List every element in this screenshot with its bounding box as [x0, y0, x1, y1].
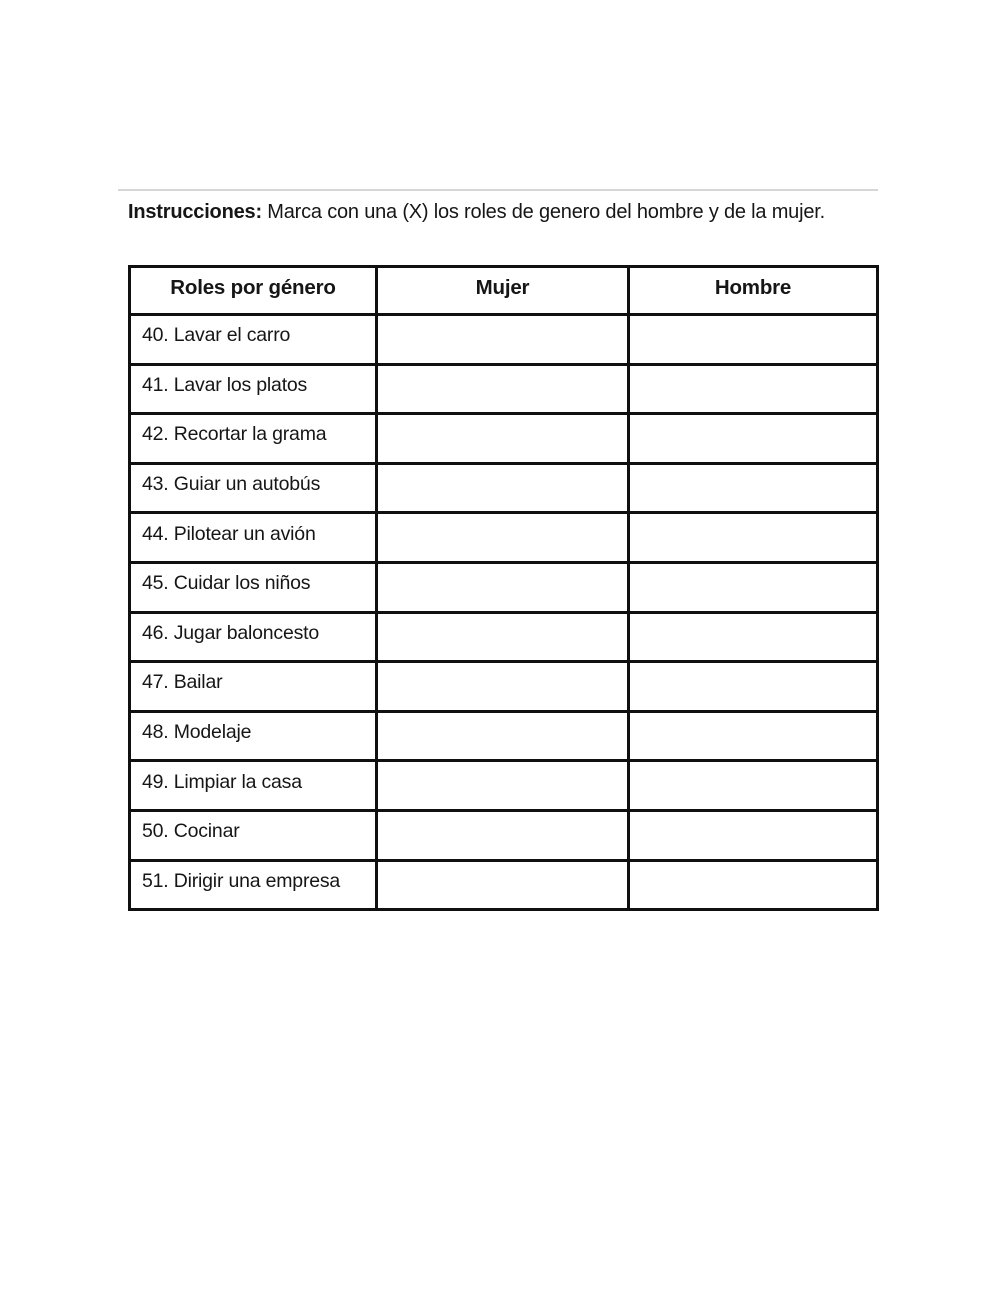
table-row — [130, 860, 878, 910]
instructions-body: Marca con una (X) los roles de genero del hombre y de la mujer. — [267, 201, 825, 223]
table-row — [130, 315, 878, 365]
hombre-answer-cell[interactable] — [629, 315, 878, 365]
instructions-label: Instrucciones: — [128, 201, 262, 223]
table-row — [130, 463, 878, 513]
mujer-answer-cell[interactable] — [377, 860, 629, 910]
role-label-cell: 49. Limpiar la casa — [130, 761, 377, 811]
table-row — [130, 711, 878, 761]
hombre-answer-cell[interactable] — [629, 612, 878, 662]
table-row — [130, 562, 878, 612]
hombre-answer-cell[interactable] — [629, 513, 878, 563]
role-label-cell: 43. Guiar un autobús — [130, 463, 377, 513]
table-row — [130, 810, 878, 860]
top-divider — [118, 189, 878, 191]
hombre-answer-cell[interactable] — [629, 662, 878, 712]
table-row — [130, 364, 878, 414]
hombre-answer-cell[interactable] — [629, 810, 878, 860]
hombre-answer-cell[interactable] — [629, 414, 878, 464]
column-header-mujer: Mujer — [377, 267, 629, 315]
gender-roles-table — [128, 265, 879, 911]
role-label-cell: 46. Jugar baloncesto — [130, 612, 377, 662]
hombre-answer-cell[interactable] — [629, 364, 878, 414]
mujer-answer-cell[interactable] — [377, 364, 629, 414]
mujer-answer-cell[interactable] — [377, 761, 629, 811]
mujer-answer-cell[interactable] — [377, 315, 629, 365]
table-row — [130, 612, 878, 662]
table-row — [130, 662, 878, 712]
hombre-answer-cell[interactable] — [629, 562, 878, 612]
column-header-hombre: Hombre — [629, 267, 878, 315]
mujer-answer-cell[interactable] — [377, 711, 629, 761]
role-label-cell: 47. Bailar — [130, 662, 377, 712]
mujer-answer-cell[interactable] — [377, 463, 629, 513]
hombre-answer-cell[interactable] — [629, 711, 878, 761]
role-label-cell: 50. Cocinar — [130, 810, 377, 860]
role-label-cell: 41. Lavar los platos — [130, 364, 377, 414]
hombre-answer-cell[interactable] — [629, 860, 878, 910]
mujer-answer-cell[interactable] — [377, 662, 629, 712]
table-header-row — [130, 267, 878, 315]
role-label-cell: 45. Cuidar los niños — [130, 562, 377, 612]
mujer-answer-cell[interactable] — [377, 612, 629, 662]
hombre-answer-cell[interactable] — [629, 761, 878, 811]
table-row — [130, 513, 878, 563]
column-header-roles: Roles por género — [130, 267, 377, 315]
role-label-cell: 44. Pilotear un avión — [130, 513, 377, 563]
role-label-cell: 42. Recortar la grama — [130, 414, 377, 464]
mujer-answer-cell[interactable] — [377, 562, 629, 612]
table-row — [130, 414, 878, 464]
mujer-answer-cell[interactable] — [377, 513, 629, 563]
mujer-answer-cell[interactable] — [377, 810, 629, 860]
instructions-line — [128, 200, 888, 224]
role-label-cell: 51. Dirigir una empresa — [130, 860, 377, 910]
table-row — [130, 761, 878, 811]
hombre-answer-cell[interactable] — [629, 463, 878, 513]
role-label-cell: 48. Modelaje — [130, 711, 377, 761]
role-label-cell: 40. Lavar el carro — [130, 315, 377, 365]
mujer-answer-cell[interactable] — [377, 414, 629, 464]
